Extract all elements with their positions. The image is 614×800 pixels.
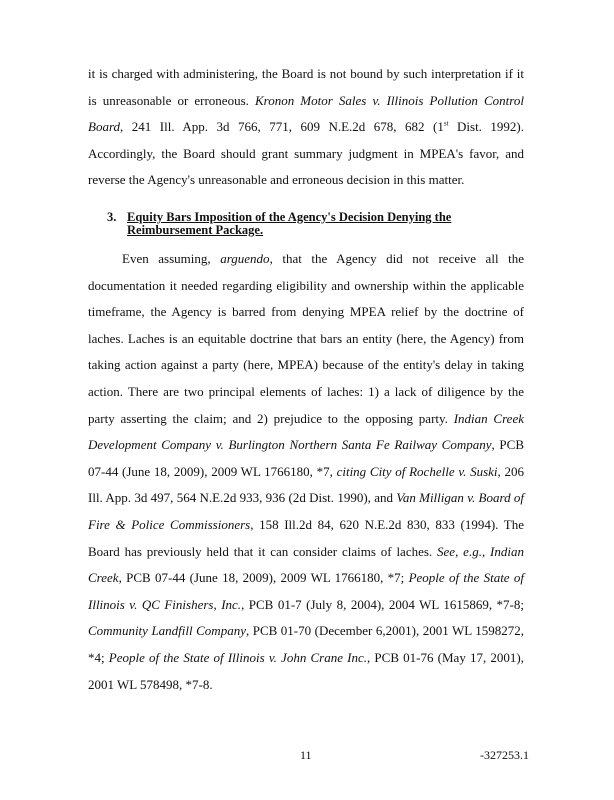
page-number: 11 (300, 748, 312, 762)
document-id: -327253.1 (480, 748, 529, 762)
paragraph-laches: Even assuming, arguendo, that the Agency did not receive all the documentation it needed regarding eligibility and ownership within the applicable timeframe, the Agency is barred from denying MPEA relief by the doctrine of laches. Laches is an equitable doctrine that bars an entity (here, the Agency) from taking action against a party (here, MPEA) because of the entity's delay in taking action. There are two principal elements of laches: 1) a lack of diligence by the party asserting the claim; and 2) prejudice to the opposing party. Indian Creek Development Company v. Burlington Northern Santa Fe Railway Company, PCB 07-44 (June 18, 2009), 2009 WL 1766180, *7, citing City of Rochelle v. Suski, 206 Ill. App. 3d 497, 564 N.E.2d 933, 936 (2d Dist. 1990), and Van Milligan v. Board of Fire & Police Commissioners, 158 Ill.2d 84, 620 N.E.2d 830, 833 (1994). The Board has previously held that it can consider claims of laches. See, e.g., Indian Creek, PCB 07-44 (June 18, 2009), 2009 WL 1766180, *7; People of the State of Illinois v. QC Finishers, Inc., PCB 01-7 (July 8, 2004), 2004 WL 1615869, *7-8; Community Landfill Company, PCB 01-70 (December 6,2001), 2001 WL 1598272, *4; People of the State of Illinois v. John Crane Inc., PCB 01-76 (May 17, 2001), 2001 WL 578498, *7-8. (88, 251, 525, 692)
paragraph-conclusion: it is charged with administering, the Board is not bound by such interpretation if it is unreasonable or erroneous. Kronon Motor Sales v. Illinois Pollution Control Board, 241 Ill. App. 3d 766, 771, 609 N.E.2d 678, 682 (1st Dist. 1992). Accordingly, the Board should grant summary judgment in MPEA's favor, and reverse the Agency's unreasonable and erroneous decision in this matter. (88, 66, 525, 188)
section-heading-line2: Reimbursement Package. (127, 223, 264, 237)
section-heading (107, 211, 523, 237)
section-heading-line1: Equity Bars Imposition of the Agency's Decision Denying the (127, 210, 452, 224)
section-number: 3. (107, 210, 117, 224)
